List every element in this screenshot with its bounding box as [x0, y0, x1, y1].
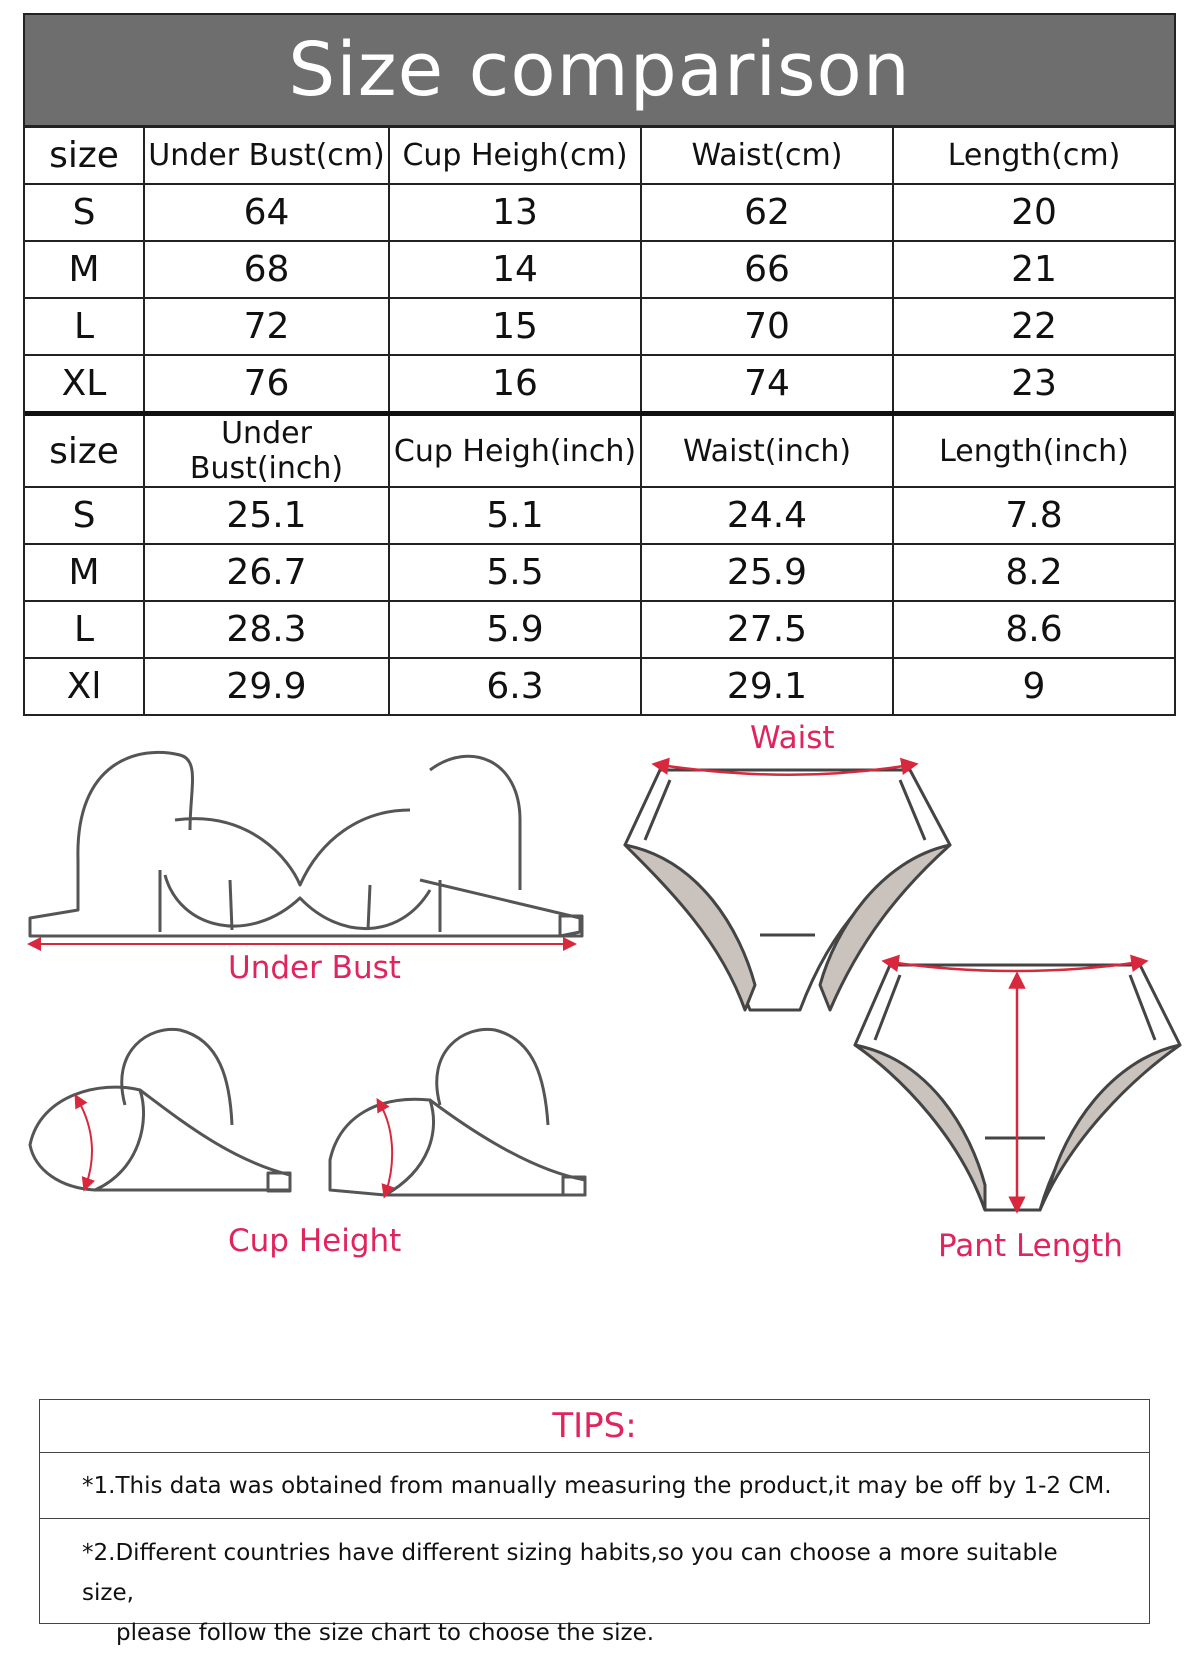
- header-size: size: [25, 416, 144, 487]
- cell-size: L: [25, 298, 144, 355]
- cell-length: 23: [893, 355, 1174, 414]
- cell-under-bust: 29.9: [144, 658, 389, 714]
- header-cup-height: Cup Heigh(inch): [389, 416, 641, 487]
- cell-length: 8.6: [893, 601, 1174, 658]
- tip-1: *1.This data was obtained from manually measuring the product,it may be off by 1-2 CM.: [40, 1453, 1149, 1519]
- cell-waist: 62: [641, 184, 893, 241]
- cell-cup-height: 5.9: [389, 601, 641, 658]
- table-cm: [25, 128, 1174, 416]
- header-waist: Waist(cm): [641, 128, 893, 184]
- cell-size: S: [25, 487, 144, 544]
- table-row: [25, 355, 1174, 414]
- cell-under-bust: 64: [144, 184, 389, 241]
- cell-length: 21: [893, 241, 1174, 298]
- tips-heading: TIPS:: [40, 1400, 1149, 1453]
- label-pant-length: Pant Length: [938, 1228, 1123, 1264]
- header-size: size: [25, 128, 144, 184]
- bra-side-drawing-right: [330, 1029, 585, 1195]
- tips-box: [39, 1399, 1150, 1646]
- cell-cup-height: 6.3: [389, 658, 641, 714]
- header-cup-height: Cup Heigh(cm): [389, 128, 641, 184]
- tip-2-line-2: please follow the size chart to choose the size.: [116, 1620, 655, 1646]
- cell-under-bust: 76: [144, 355, 389, 414]
- header-waist: Waist(inch): [641, 416, 893, 487]
- cup-height-measure-right: [380, 1104, 392, 1192]
- tip-2: [40, 1519, 1149, 1653]
- measurement-illustrations: [0, 700, 1200, 1320]
- cell-size: XL: [25, 355, 144, 414]
- size-comparison-table: [23, 13, 1176, 716]
- illustration-drawings: [0, 700, 1200, 1320]
- cell-waist: 66: [641, 241, 893, 298]
- cell-length: 8.2: [893, 544, 1174, 601]
- table-title: Size comparison: [25, 15, 1174, 128]
- cell-length: 22: [893, 298, 1174, 355]
- cell-cup-height: 13: [389, 184, 641, 241]
- cell-under-bust: 26.7: [144, 544, 389, 601]
- table-row: [25, 298, 1174, 355]
- table-row: [25, 601, 1174, 658]
- bra-front-drawing: [30, 752, 582, 936]
- table-header-row: [25, 128, 1174, 184]
- cell-waist: 74: [641, 355, 893, 414]
- cell-cup-height: 5.1: [389, 487, 641, 544]
- cell-size: M: [25, 241, 144, 298]
- table-row: [25, 487, 1174, 544]
- cell-size: M: [25, 544, 144, 601]
- cell-size: Xl: [25, 658, 144, 714]
- table-inch: [25, 416, 1174, 714]
- cell-size: S: [25, 184, 144, 241]
- cell-waist: 70: [641, 298, 893, 355]
- cell-length: 7.8: [893, 487, 1174, 544]
- bra-side-drawing-left: [30, 1029, 290, 1191]
- cell-waist: 25.9: [641, 544, 893, 601]
- cell-cup-height: 16: [389, 355, 641, 414]
- cell-length: 9: [893, 658, 1174, 714]
- header-length: Length(cm): [893, 128, 1174, 184]
- header-length: Length(inch): [893, 416, 1174, 487]
- cell-waist: 24.4: [641, 487, 893, 544]
- cell-under-bust: 25.1: [144, 487, 389, 544]
- table-row: [25, 241, 1174, 298]
- cup-height-measure-left: [78, 1100, 92, 1185]
- table-header-row: [25, 416, 1174, 487]
- header-under-bust: Under Bust(inch): [144, 416, 389, 487]
- cell-under-bust: 72: [144, 298, 389, 355]
- cell-cup-height: 15: [389, 298, 641, 355]
- cell-under-bust: 68: [144, 241, 389, 298]
- tip-2-line-1: *2.Different countries have different sizing habits,so you can choose a more suitable size,: [82, 1540, 1058, 1606]
- label-waist: Waist: [750, 720, 835, 756]
- cell-cup-height: 14: [389, 241, 641, 298]
- table-row: [25, 184, 1174, 241]
- table-row: [25, 544, 1174, 601]
- cell-cup-height: 5.5: [389, 544, 641, 601]
- cell-length: 20: [893, 184, 1174, 241]
- cell-size: L: [25, 601, 144, 658]
- cell-under-bust: 28.3: [144, 601, 389, 658]
- cell-waist: 27.5: [641, 601, 893, 658]
- cell-waist: 29.1: [641, 658, 893, 714]
- label-under-bust: Under Bust: [228, 950, 401, 986]
- header-under-bust: Under Bust(cm): [144, 128, 389, 184]
- label-cup-height: Cup Height: [228, 1223, 402, 1259]
